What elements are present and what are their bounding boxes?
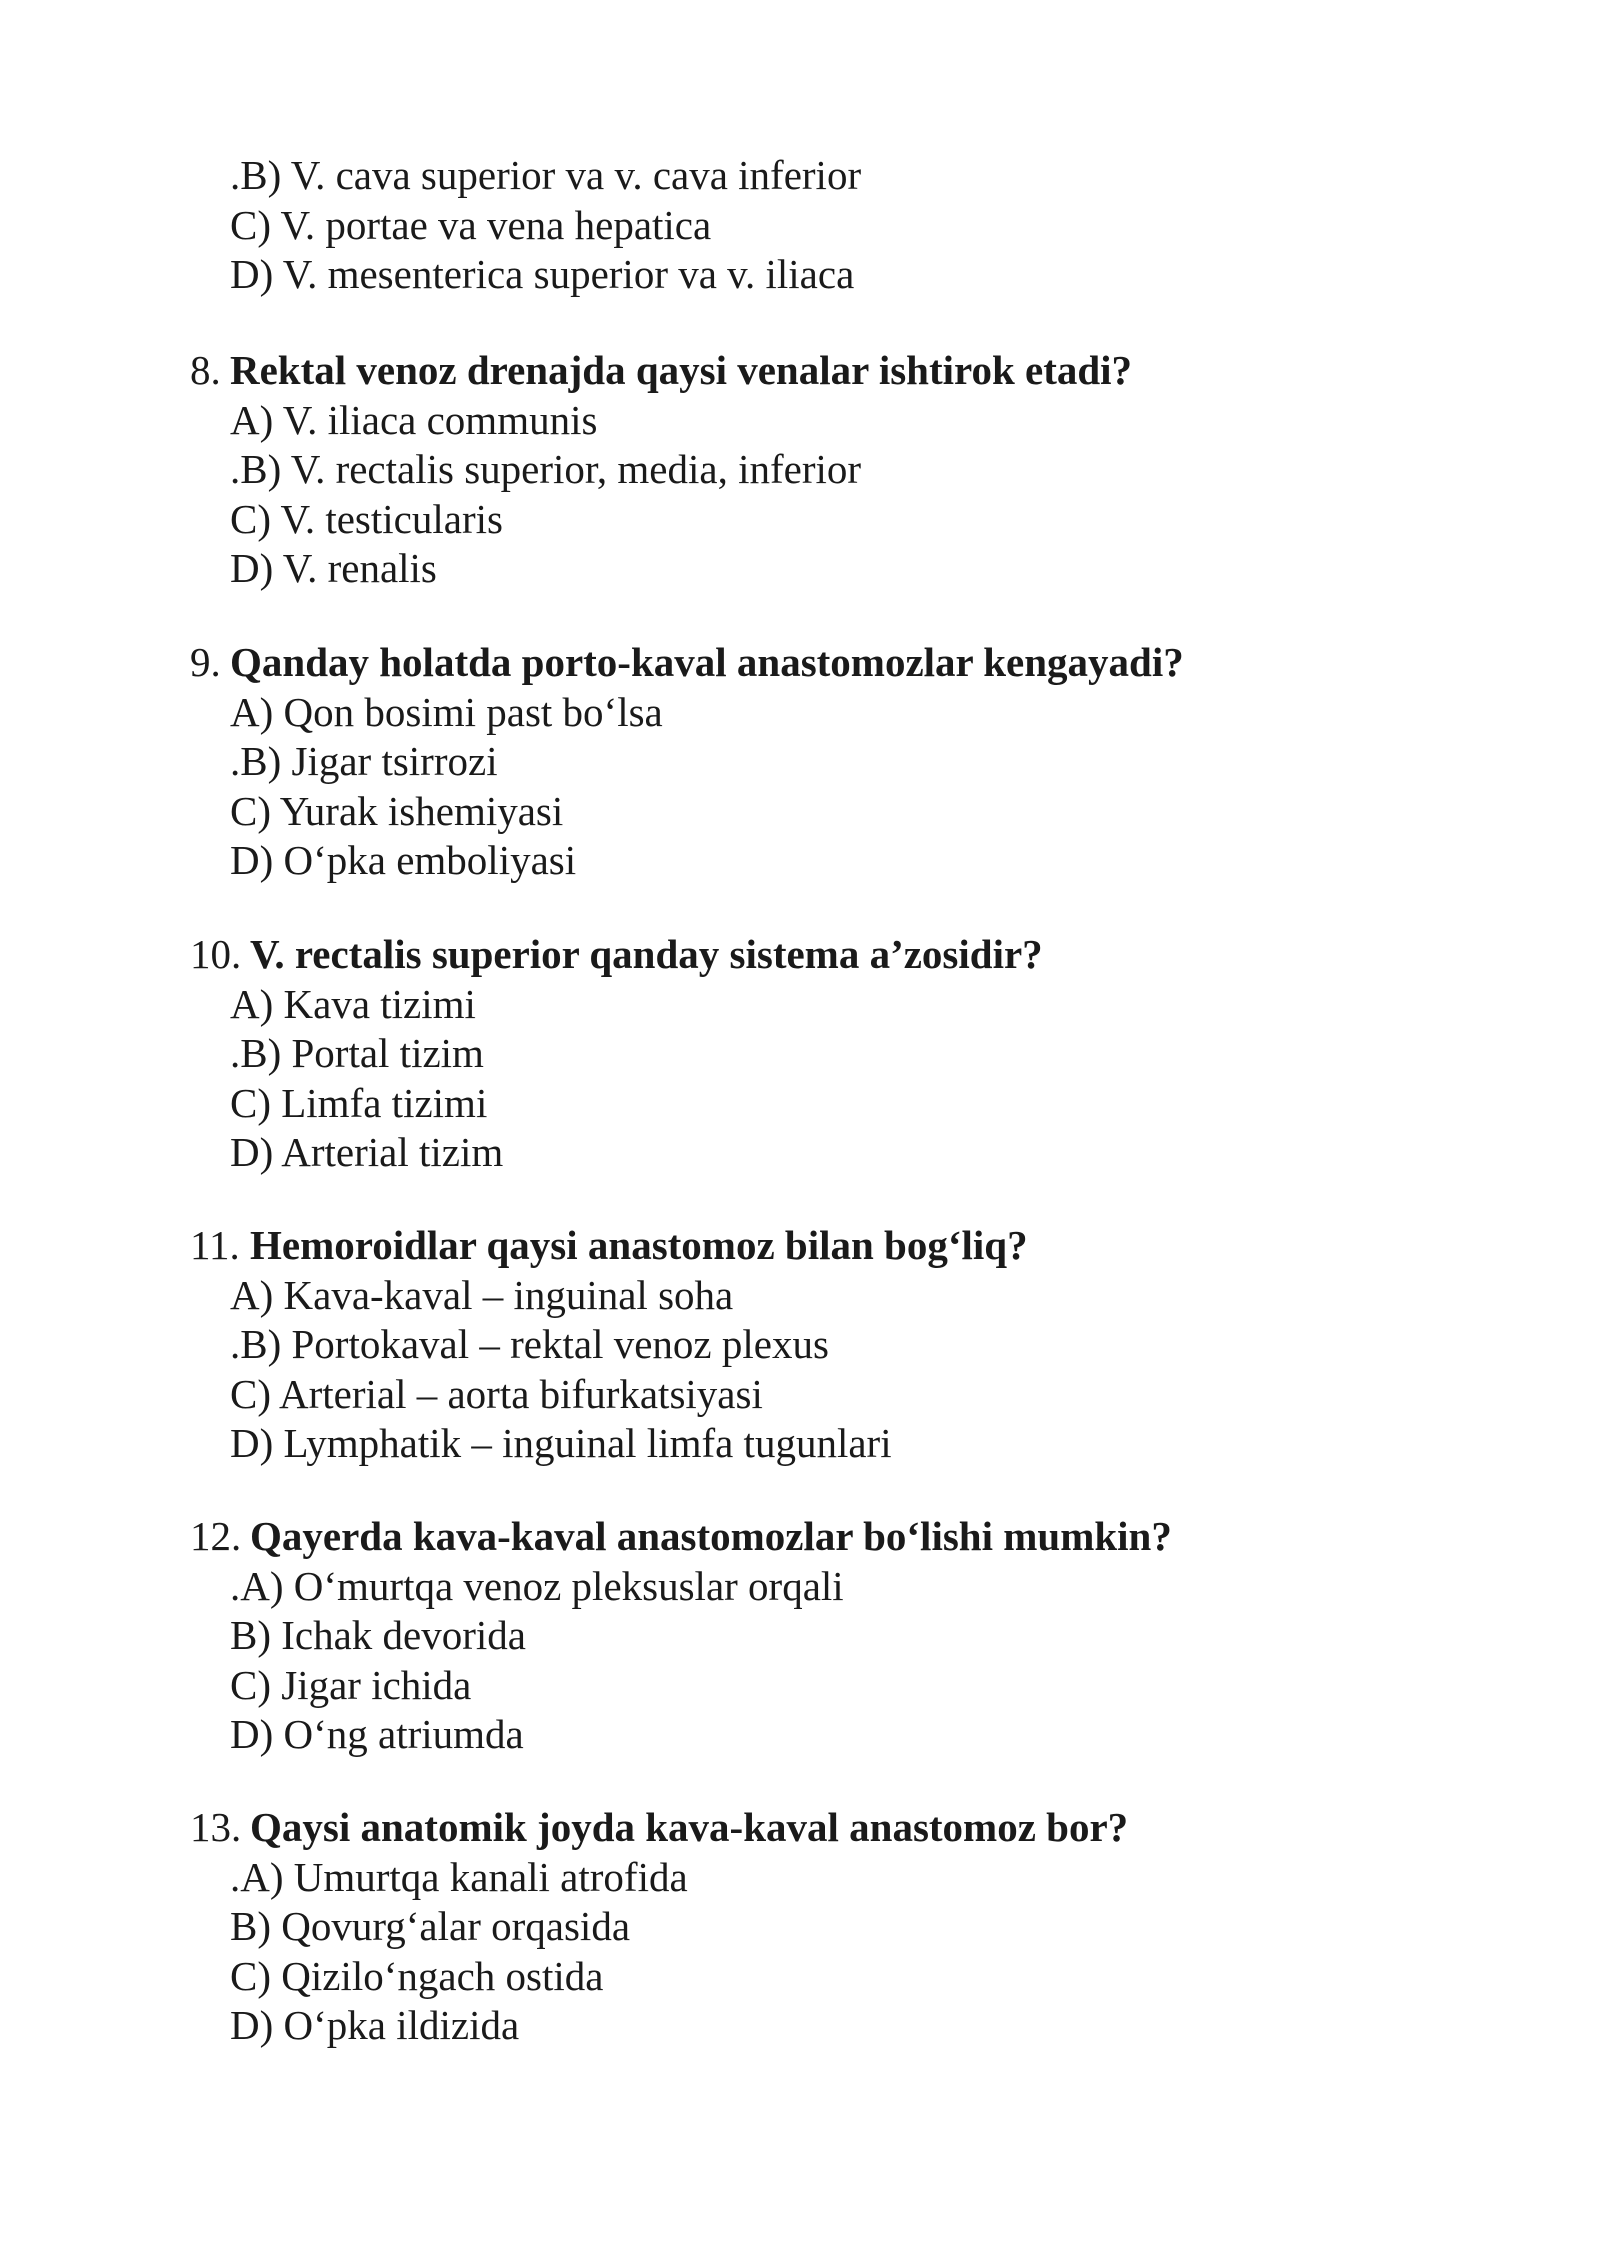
option-c: C) Yurak ishemiyasi [230,787,564,834]
option-d: D) Lymphatik – inguinal limfa tugunlari [230,1420,892,1466]
question-12 [190,1512,1172,1760]
question-number: 10. [190,931,242,977]
question-text: V. rectalis superior qanday sistema a’zosidir? [250,931,1043,977]
question-number: 11. [190,1222,240,1268]
option-d: D) O‘pka emboliyasi [230,837,577,883]
question-number: 13. [190,1804,242,1850]
option-d: D) V. mesenterica superior va v. iliaca [230,251,855,297]
question-text: Qaysi anatomik joyda kava-kaval anastomoz bor? [250,1804,1129,1850]
option-c: C) Limfa tizimi [230,1079,488,1126]
question-9 [190,638,1184,886]
question-11 [190,1221,1028,1469]
option-c: C) V. testicularis [230,495,503,542]
option-b: .B) V. cava superior va v. cava inferior [230,152,862,198]
option-a: A) Qon bosimi past bo‘lsa [230,688,663,735]
option-b: .B) Portokaval – rektal venoz plexus [230,1321,829,1367]
option-a: .A) O‘murtqa venoz pleksuslar orqali [230,1562,844,1609]
option-d: D) Arterial tizim [230,1129,504,1175]
question-number: 9. [190,639,221,685]
option-d: D) O‘ng atriumda [230,1711,524,1757]
option-c: C) Jigar ichida [230,1661,472,1708]
option-b: .B) V. rectalis superior, media, inferior [230,446,862,492]
option-a: A) Kava-kaval – inguinal soha [230,1271,734,1318]
option-c: C) V. portae va vena hepatica [230,201,712,248]
option-a: .A) Umurtqa kanali atrofida [230,1853,688,1900]
option-b: B) Ichak devorida [230,1612,526,1658]
option-a: A) V. iliaca communis [230,396,598,443]
question-text: Hemoroidlar qaysi anastomoz bilan bog‘liq? [250,1222,1028,1268]
option-d: D) V. renalis [230,545,437,591]
option-b: .B) Portal tizim [230,1030,484,1076]
option-b: B) Qovurg‘alar orqasida [230,1903,631,1949]
question-text: Qanday holatda porto-kaval anastomozlar kengayadi? [230,639,1184,685]
question-13 [190,1803,1128,2051]
option-a: A) Kava tizimi [230,980,476,1027]
question-number: 8. [190,347,221,393]
continued-options [230,151,861,300]
option-c: C) Qizilo‘ngach ostida [230,1952,604,1999]
question-10 [190,930,1043,1178]
option-d: D) O‘pka ildizida [230,2002,520,2048]
option-c: C) Arterial – aorta bifurkatsiyasi [230,1370,763,1417]
question-8 [190,346,1132,594]
option-b: .B) Jigar tsirrozi [230,738,498,784]
question-text: Rektal venoz drenajda qaysi venalar ishtirok etadi? [230,347,1133,393]
question-text: Qayerda kava-kaval anastomozlar bo‘lishi mumkin? [250,1513,1172,1559]
question-number: 12. [190,1513,242,1559]
